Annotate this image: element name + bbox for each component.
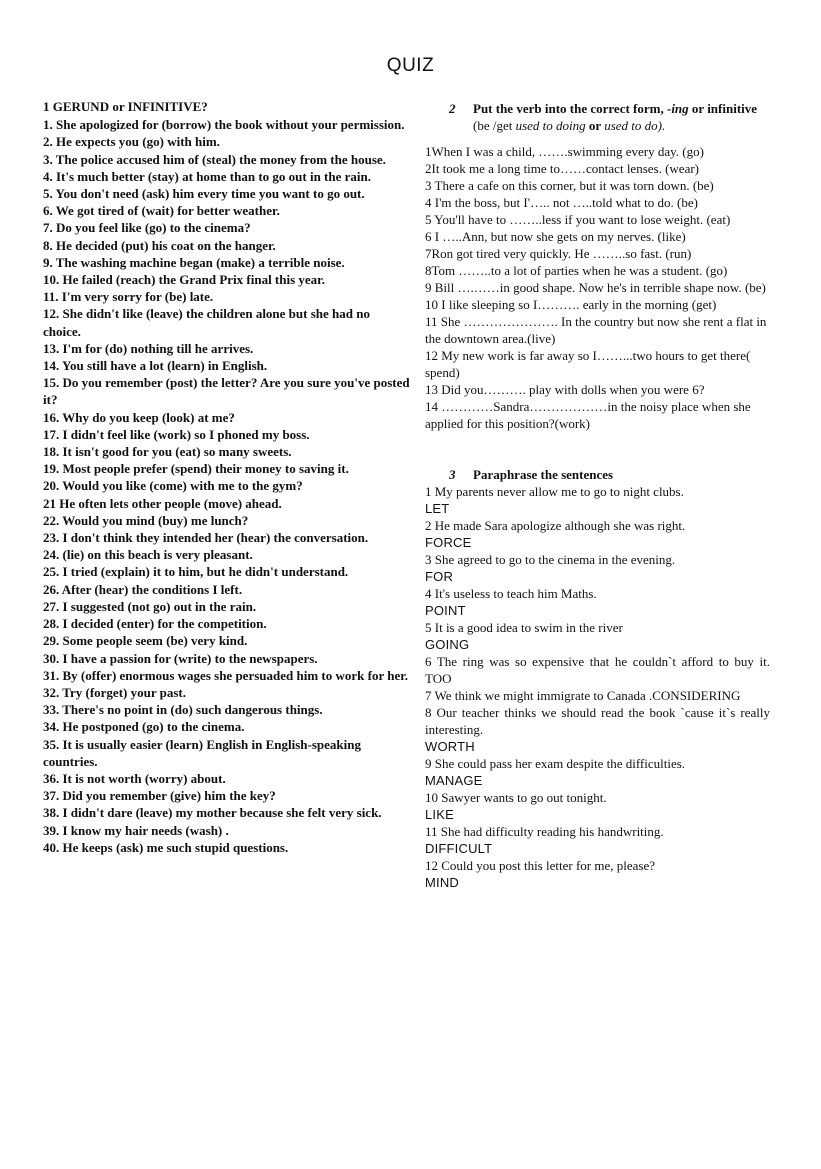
section1-question: 4. It's much better (stay) at home than to go out in the rain.: [43, 168, 371, 184]
section1-question: 6. We got tired of (wait) for better weather.: [43, 203, 280, 219]
section3-sentence: 8 Our teacher thinks we should read the book `cause it`s really interesting.: [425, 705, 770, 737]
section-verb-form: [425, 100, 770, 891]
section3-keyword: GOING: [425, 637, 470, 652]
section3-keyword: LET: [425, 501, 450, 516]
section1-question: 10. He failed (reach) the Grand Prix final this year.: [43, 272, 326, 288]
section3-list: [425, 483, 770, 891]
section3-keyword: FORCE: [425, 535, 472, 550]
section3-sentence: 12 Could you post this letter for me, please?: [425, 858, 655, 873]
section3-keyword: FOR: [425, 569, 454, 584]
section3-sentence: 10 Sawyer wants to go out tonight.: [425, 790, 607, 805]
section1-question: 30. I have a passion for (write) to the newspapers.: [43, 650, 318, 666]
section1-question: 23. I don't think they intended her (hear) the conversation.: [43, 530, 369, 546]
section2-question: 10 I like sleeping so I………. early in the morning (get): [425, 297, 717, 312]
section2-question: 7Ron got tired very quickly. He ……..so fast. (run): [425, 246, 692, 261]
section2-question: 12 My new work is far away so I……...two hours to get there( spend): [425, 348, 751, 380]
section2-question: 8Tom ……..to a lot of parties when he was a student. (go): [425, 263, 728, 278]
section3-sentence: 3 She agreed to go to the cinema in the evening.: [425, 552, 676, 567]
section1-question: 1. She apologized for (borrow) the book without your permission.: [43, 117, 405, 133]
section3-heading-text: Paraphrase the sentences: [473, 467, 614, 482]
section2-question: 3 There a cafe on this corner, but it was torn down. (be): [425, 178, 714, 193]
section1-question: 26. After (hear) the conditions I left.: [43, 581, 243, 597]
section3-sentence: 7 We think we might immigrate to Canada .CONSIDERING: [425, 688, 741, 703]
section3-keyword: MIND: [425, 875, 460, 890]
section1-question: 17. I didn't feel like (work) so I phoned my boss.: [43, 426, 310, 442]
section1-question: 38. I didn't dare (leave) my mother because she felt very sick.: [43, 805, 382, 821]
section3-sentence: 2 He made Sara apologize although she was right.: [425, 518, 686, 533]
section3-heading: [449, 466, 770, 483]
section1-question: 39. I know my hair needs (wash) .: [43, 822, 229, 838]
section1-question: 20. Would you like (come) with me to the gym?: [43, 478, 303, 494]
section1-question: 37. Did you remember (give) him the key?: [43, 788, 276, 804]
section3-number: 3: [449, 467, 456, 482]
section2-question: 14 …………Sandra………………in the noisy place when she applied for this position?(work): [425, 399, 751, 431]
section2-heading-or: or infinitive: [688, 101, 758, 116]
section3-keyword: WORTH: [425, 739, 475, 754]
section2-question: 1When I was a child, …….swimming every day. (go): [425, 144, 704, 159]
section3-keyword: MANAGE: [425, 773, 483, 788]
section1-question: 28. I decided (enter) for the competition.: [43, 616, 267, 632]
section2-heading-ing: -ing: [666, 101, 689, 116]
section2-heading-text: Put the verb into the correct form,: [473, 101, 667, 116]
section1-question: 18. It isn't good for you (eat) so many sweets.: [43, 444, 292, 460]
section1-question: 2. He expects you (go) with him.: [43, 134, 220, 150]
section3-sentence: 5 It is a good idea to swim in the river: [425, 620, 623, 635]
section1-question: 15. Do you remember (post) the letter? Are you sure you've posted it?: [43, 375, 410, 408]
section1-list: [43, 116, 411, 856]
section2-question: 11 She …………………. In the country but now she rent a flat in the downtown area.(live): [425, 314, 767, 346]
section1-question: 24. (lie) on this beach is very pleasant.: [43, 547, 253, 563]
section2-note-2: used to doing: [515, 118, 586, 133]
page-title: QUIZ: [386, 55, 435, 76]
section3-keyword: LIKE: [425, 807, 454, 822]
section1-question: 7. Do you feel like (go) to the cinema?: [43, 220, 251, 236]
section1-question: 9. The washing machine began (make) a terrible noise.: [43, 254, 345, 270]
section2-number: 2: [449, 101, 456, 116]
section2-note-3: or: [585, 118, 605, 133]
section2-question: 5 You'll have to ……..less if you want to lose weight. (eat): [425, 212, 731, 227]
section1-question: 19. Most people prefer (spend) their money to saving it.: [43, 461, 349, 477]
section3-sentence: 4 It's useless to teach him Maths.: [425, 586, 597, 601]
section1-question: 36. It is not worth (worry) about.: [43, 770, 226, 786]
section1-question: 25. I tried (explain) it to him, but he didn't understand.: [43, 564, 349, 580]
section1-question: 13. I'm for (do) nothing till he arrives.: [43, 340, 254, 356]
section1-question: 5. You don't need (ask) him every time you want to go out.: [43, 186, 365, 202]
section1-question: 32. Try (forget) your past.: [43, 684, 186, 700]
section2-heading: [449, 100, 770, 134]
section2-question: 13 Did you………. play with dolls when you were 6?: [425, 382, 705, 397]
section1-question: 21 He often lets other people (move) ahead.: [43, 495, 282, 511]
section1-question: 40. He keeps (ask) me such stupid questions.: [43, 839, 289, 855]
section1-question: 8. He decided (put) his coat on the hanger.: [43, 237, 276, 253]
section1-question: 11. I'm very sorry for (be) late.: [43, 289, 214, 305]
section1-question: 16. Why do you keep (look) at me?: [43, 409, 235, 425]
section1-question: 35. It is usually easier (learn) English in English-speaking countries.: [43, 736, 361, 769]
section1-question: 3. The police accused him of (steal) the money from the house.: [43, 151, 386, 167]
section2-question: 2It took me a long time to……contact lenses. (wear): [425, 161, 700, 176]
section2-question: 4 I'm the boss, but I'….. not …..told what to do. (be): [425, 195, 698, 210]
section1-question: 27. I suggested (not go) out in the rain.: [43, 598, 257, 614]
section1-question: 22. Would you mind (buy) me lunch?: [43, 512, 249, 528]
section1-question: 33. There's no point in (do) such dangerous things.: [43, 702, 323, 718]
section1-question: 34. He postponed (go) to the cinema.: [43, 719, 245, 735]
section3-sentence: 11 She had difficulty reading his handwriting.: [425, 824, 664, 839]
section2-note-4: used to do).: [604, 118, 666, 133]
section3-sentence: 9 She could pass her exam despite the difficulties.: [425, 756, 686, 771]
section2-question: 9 Bill ….……in good shape. Now he's in terrible shape now. (be): [425, 280, 766, 295]
section1-heading: 1 GERUND or INFINITIVE?: [43, 99, 208, 114]
section2-list: [425, 143, 770, 432]
section1-question: 14. You still have a lot (learn) in English.: [43, 358, 268, 374]
section-gerund-infinitive: [43, 98, 411, 856]
section3-keyword: DIFFICULT: [425, 841, 493, 856]
section1-question: 12. She didn't like (leave) the children alone but she had no choice.: [43, 306, 370, 339]
section3-keyword: POINT: [425, 603, 466, 618]
section3-sentence: 6 The ring was so expensive that he couldn`t afford to buy it. TOO: [425, 654, 770, 686]
section1-question: 31. By (offer) enormous wages she persuaded him to work for her.: [43, 667, 409, 683]
section2-note-1: (be /get: [473, 118, 516, 133]
section3-sentence: 1 My parents never allow me to go to night clubs.: [425, 484, 684, 499]
section2-question: 6 I …..Ann, but now she gets on my nerves. (like): [425, 229, 686, 244]
section1-question: 29. Some people seem (be) very kind.: [43, 633, 248, 649]
